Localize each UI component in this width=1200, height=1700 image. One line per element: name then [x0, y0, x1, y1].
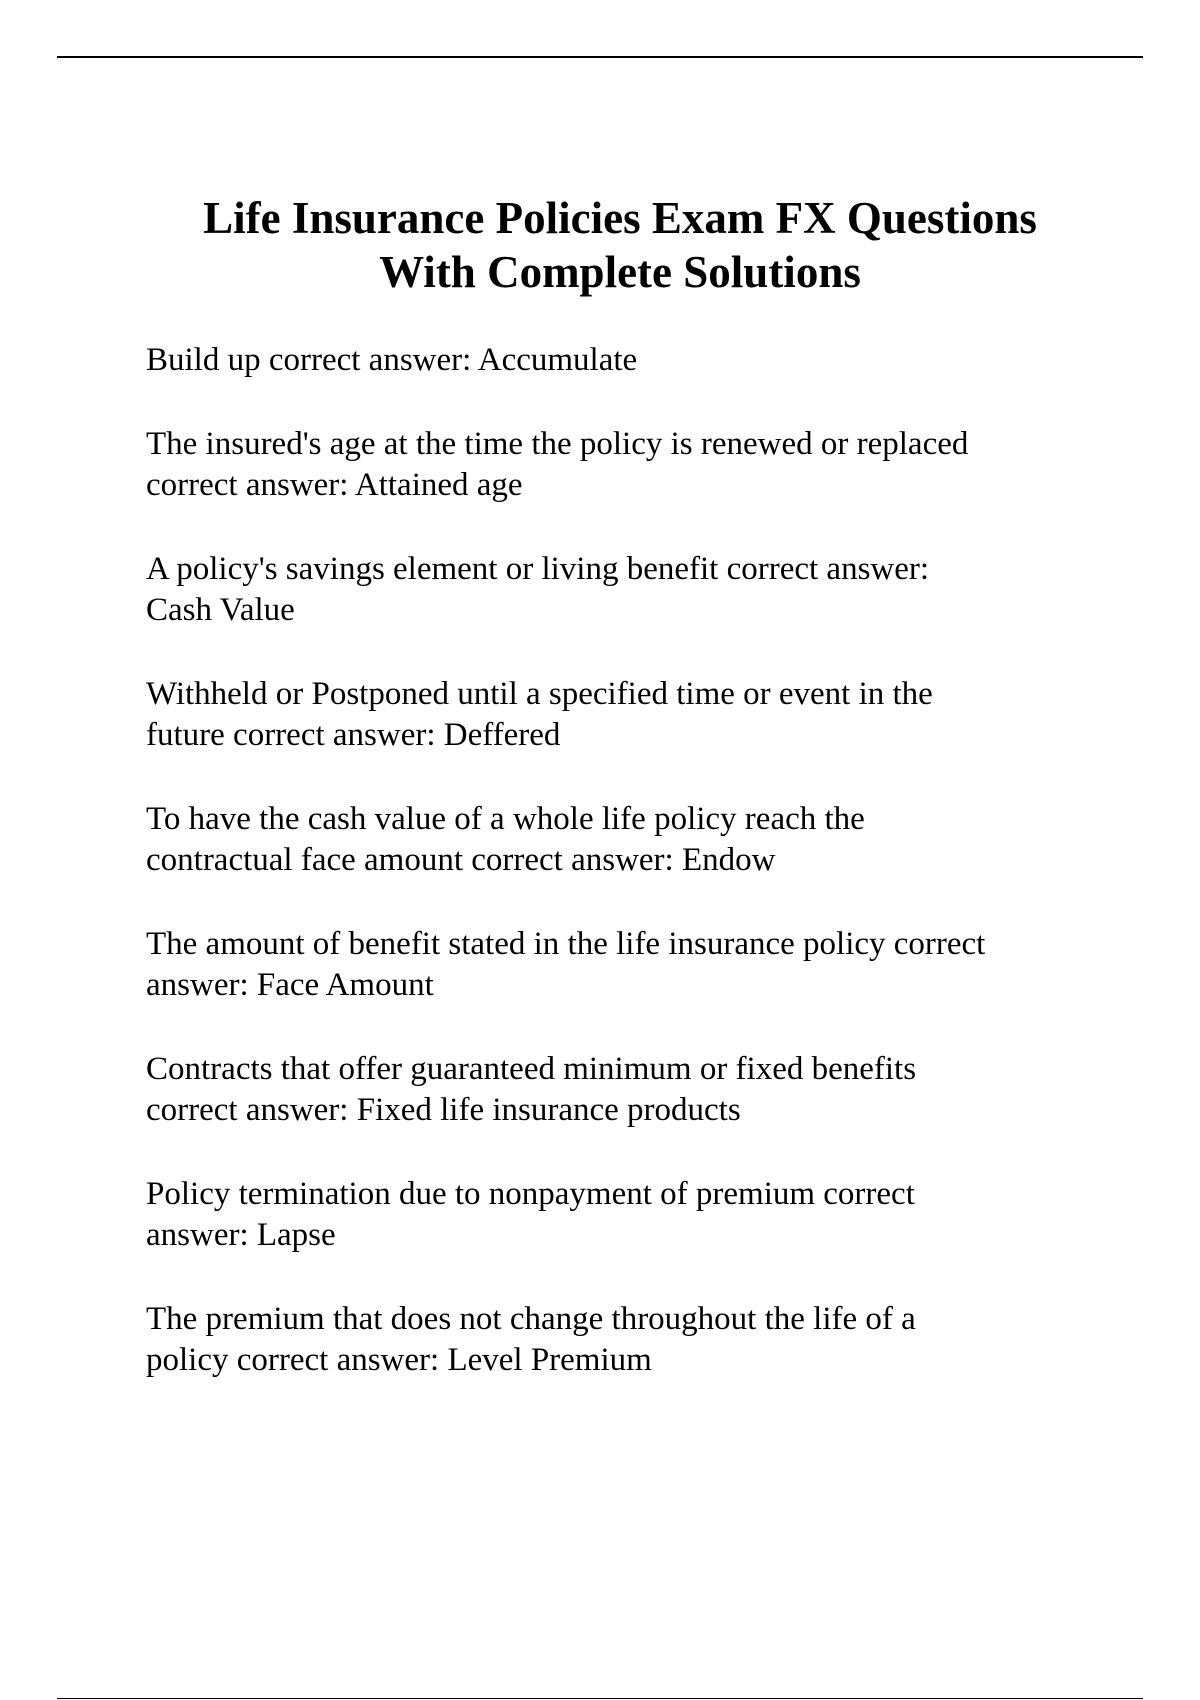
qa-text: The amount of benefit stated in the life insurance policy correct — [146, 926, 986, 962]
qa-item-level-premium — [146, 1299, 1086, 1381]
qa-item-attained-age — [146, 424, 1086, 506]
qa-item-cash-value — [146, 549, 1086, 631]
qa-text: Withheld or Postponed until a specified time or event in the — [146, 676, 933, 712]
qa-text: future correct answer: Deffered — [146, 717, 561, 753]
qa-text: answer: Lapse — [146, 1217, 336, 1253]
question-answer-list — [146, 340, 1086, 1381]
title-line-1: Life Insurance Policies Exam FX Questions — [203, 193, 1037, 243]
qa-text: correct answer: Attained age — [146, 467, 523, 503]
qa-text: correct answer: Fixed life insurance products — [146, 1092, 741, 1128]
qa-text: contractual face amount correct answer: Endow — [146, 842, 776, 878]
qa-text: Cash Value — [146, 592, 295, 628]
qa-text: A policy's savings element or living benefit correct answer: — [146, 551, 930, 587]
title-line-2: With Complete Solutions — [379, 247, 861, 297]
qa-text: To have the cash value of a whole life policy reach the — [146, 801, 865, 837]
page-title — [0, 191, 1200, 299]
qa-text: Contracts that offer guaranteed minimum or fixed benefits — [146, 1051, 917, 1087]
qa-text: answer: Face Amount — [146, 967, 434, 1003]
qa-text: The premium that does not change throughout the life of a — [146, 1301, 916, 1337]
bottom-divider — [57, 1698, 1143, 1699]
qa-text: The insured's age at the time the policy is renewed or replaced — [146, 426, 969, 462]
qa-item-lapse — [146, 1174, 1086, 1256]
top-divider — [57, 56, 1143, 58]
qa-item-fixed-products — [146, 1049, 1086, 1131]
qa-item-deffered — [146, 674, 1086, 756]
qa-text: Build up correct answer: Accumulate — [146, 342, 638, 378]
qa-text: policy correct answer: Level Premium — [146, 1342, 652, 1378]
qa-text: Policy termination due to nonpayment of premium correct — [146, 1176, 915, 1212]
qa-item-accumulate — [146, 340, 1086, 381]
qa-item-endow — [146, 799, 1086, 881]
qa-item-face-amount — [146, 924, 1086, 1006]
